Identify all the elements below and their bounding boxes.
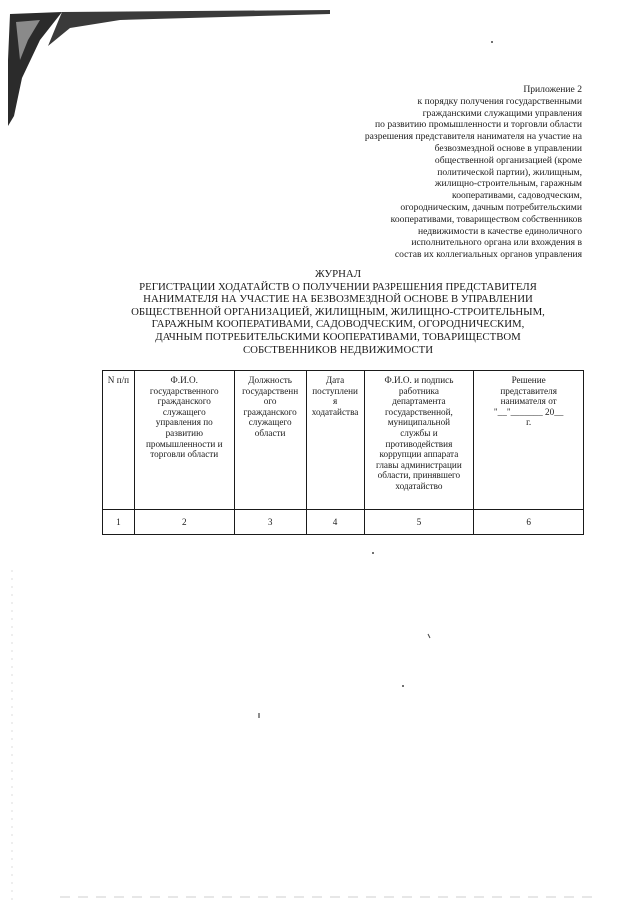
header-line: Дата	[325, 375, 345, 385]
column-number-cell: 4	[306, 510, 364, 535]
column-number-cell: 2	[134, 510, 234, 535]
appendix-line: политической партии), жилищным,	[437, 166, 582, 178]
journal-subtitle-line: СОБСТВЕННИКОВ НЕДВИЖИМОСТИ	[242, 343, 434, 356]
header-line: гражданского	[243, 406, 297, 417]
header-line: ходатайство	[395, 480, 443, 491]
header-line: работника	[398, 385, 439, 396]
journal-title: ЖУРНАЛ	[314, 268, 362, 280]
header-line: противодействия	[385, 438, 453, 449]
header-line: государственн	[242, 385, 299, 396]
header-line: представителя	[500, 385, 557, 396]
header-line: муниципальной	[387, 417, 451, 428]
header-line: управления по	[155, 417, 213, 428]
appendix-line: исполнительного органа или вхождения в	[411, 237, 582, 249]
journal-heading	[108, 268, 568, 356]
registration-table	[102, 370, 584, 535]
header-cell-position	[234, 371, 306, 510]
header-line: службы и	[400, 427, 438, 438]
header-line: гражданского	[157, 396, 211, 407]
header-line: промышленности и	[145, 438, 223, 449]
table-header-row	[103, 371, 584, 510]
header-line: области, принявшего	[377, 470, 461, 481]
header-cell-receiver	[364, 371, 474, 510]
appendix-line: гражданскими служащими управления	[422, 107, 582, 119]
header-line: служащего	[162, 406, 206, 417]
appendix-line: недвижимости в качестве единоличного	[417, 225, 582, 237]
header-line: г.	[526, 417, 532, 428]
journal-subtitle-line: ГАРАЖНЫМ КООПЕРАТИВАМИ, САДОВОДЧЕСКИМ, ОГОРОДНИЧЕСКИМ,	[151, 318, 525, 331]
header-line: N п/п	[107, 375, 130, 385]
appendix-line: кооперативами, товариществом собственников	[390, 213, 582, 225]
journal-subtitle-line: НАНИМАТЕЛЯ НА УЧАСТИЕ НА БЕЗВОЗМЕЗДНОЙ ОСНОВЕ В УПРАВЛЕНИИ	[143, 293, 533, 306]
header-line: Решение	[511, 375, 546, 385]
appendix-line: состав их коллегиальных органов управления	[394, 249, 582, 261]
header-line: торговли области	[150, 449, 219, 460]
header-line: развитию	[165, 427, 203, 438]
header-line: Ф.И.О. и подпись	[384, 375, 454, 385]
header-line: области	[254, 427, 286, 438]
column-number-cell: 6	[474, 510, 584, 535]
journal-subtitle-line: ДАЧНЫМ ПОТРЕБИТЕЛЬСКИМИ КООПЕРАТИВАМИ, ТОВАРИЩЕСТВОМ	[155, 330, 521, 343]
header-line: нанимателя от	[500, 396, 557, 407]
header-line: я	[332, 396, 338, 407]
header-cell-number	[103, 371, 135, 510]
journal-subtitle-line: РЕГИСТРАЦИИ ХОДАТАЙСТВ О ПОЛУЧЕНИИ РАЗРЕШЕНИЯ ПРЕДСТАВИТЕЛЯ	[139, 280, 537, 293]
header-line: ходатайства	[311, 406, 359, 417]
header-line: служащего	[248, 417, 292, 428]
appendix-header	[282, 84, 582, 261]
column-number-cell: 3	[234, 510, 306, 535]
header-line: коррупции аппарата	[379, 449, 459, 460]
header-line: государственного	[149, 385, 219, 396]
journal-subtitle-line: ОБЩЕСТВЕННОЙ ОРГАНИЗАЦИЕЙ, ЖИЛИЩНЫМ, ЖИЛИЩНО-СТРОИТЕЛЬНЫМ,	[131, 305, 545, 318]
appendix-line: Приложение 2	[523, 84, 582, 95]
header-line: ого	[263, 396, 277, 407]
column-number-cell: 5	[364, 510, 474, 535]
header-cell-decision	[474, 371, 584, 510]
appendix-line: разрешения представителя нанимателя на участие на	[364, 131, 582, 143]
appendix-line: общественной организацией (кроме	[434, 154, 582, 166]
header-cell-fio	[134, 371, 234, 510]
appendix-line: кооперативами, садоводческим,	[452, 190, 582, 202]
appendix-line: безвозмездной основе в управлении	[434, 142, 582, 154]
appendix-line: жилищно-строительным, гаражным	[434, 178, 582, 190]
header-line: поступлени	[312, 385, 358, 396]
header-line: Должность	[248, 375, 292, 385]
column-number-cell: 1	[103, 510, 135, 535]
appendix-line: по развитию промышленности и торговли области	[375, 119, 582, 131]
header-line: главы администрации	[376, 459, 462, 470]
header-line: "__"_______ 20__	[493, 406, 564, 417]
header-line: Ф.И.О.	[170, 375, 198, 385]
header-line: департамента	[392, 396, 446, 407]
table-column-numbers-row	[103, 510, 584, 535]
scan-shadow-corner	[0, 0, 330, 130]
header-cell-date	[306, 371, 364, 510]
appendix-line: огородническим, дачным потребительскими	[400, 201, 582, 213]
appendix-line: к порядку получения государственными	[417, 95, 582, 107]
header-line: государственной,	[385, 406, 453, 417]
